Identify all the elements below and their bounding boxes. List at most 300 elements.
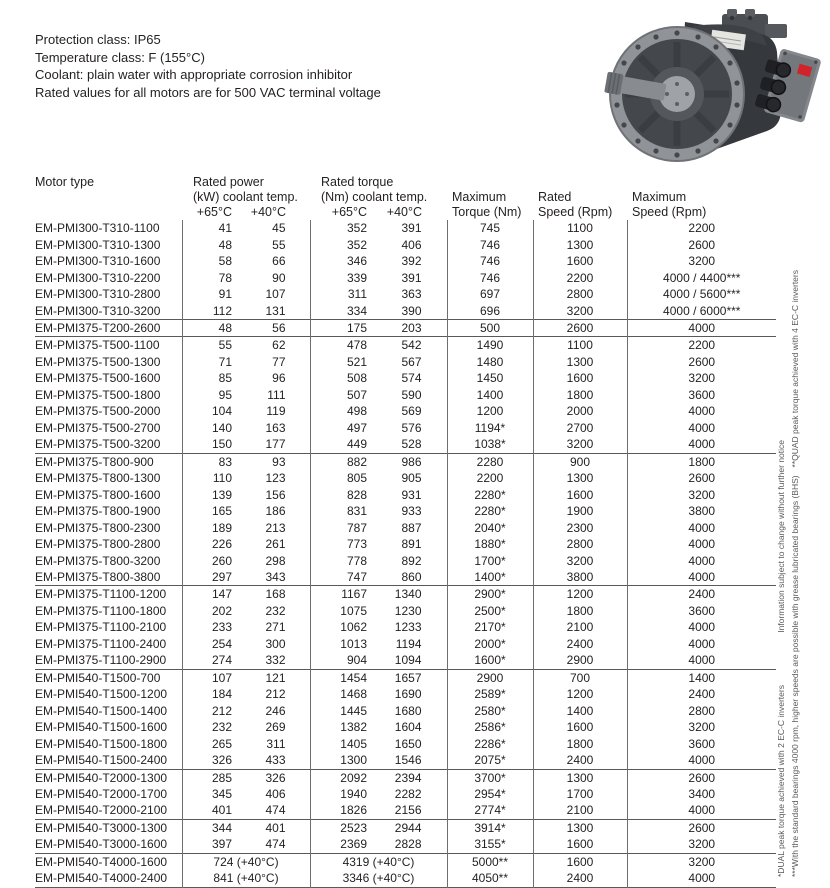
table-cell: 3400	[627, 786, 776, 803]
table-cell: 2900	[447, 669, 533, 686]
table-cell: 203	[378, 319, 447, 336]
footnote-dual: *DUAL peak torque achieved with 2 EC-C inverters	[776, 685, 786, 877]
footnote-change: Information subject to change without further notice	[776, 440, 786, 633]
table-cell: EM-PMI540-T1500-2400	[35, 753, 168, 768]
table-cell: 745	[447, 220, 533, 237]
table-cell: 478	[310, 337, 378, 354]
table-cell: 111	[267, 387, 286, 402]
table-cell: EM-PMI375-T800-2300	[35, 520, 161, 535]
table-cell: 542	[378, 337, 447, 354]
table-cell: 346	[310, 253, 378, 270]
table-cell: 2944	[378, 819, 447, 836]
table-cell: 4000	[627, 802, 776, 819]
table-cell: 48	[182, 319, 246, 336]
table-cell: 1880*	[447, 536, 533, 553]
table-cell: 401	[246, 819, 310, 836]
table-cell: 1490	[447, 337, 533, 354]
table-cell: 474	[265, 837, 286, 852]
side-note-outer	[789, 270, 801, 877]
table-cell: 1340	[378, 586, 447, 603]
table-cell: EM-PMI540-T3000-1300	[35, 819, 182, 836]
table-cell: 3200	[627, 836, 776, 853]
table-cell: 90	[272, 270, 286, 285]
table-cell: 274	[182, 652, 246, 669]
table-cell: 2400	[533, 870, 627, 887]
table-cell: 3200	[533, 303, 627, 320]
table-cell: EM-PMI375-T1100-2100	[35, 620, 167, 635]
table-cell: 521	[310, 354, 378, 371]
table-cell: 202	[182, 603, 246, 620]
table-row	[35, 853, 776, 870]
table-cell: 1900	[533, 503, 627, 520]
info-block	[35, 31, 381, 101]
table-cell: 508	[310, 370, 378, 387]
table-cell: 334	[310, 303, 378, 320]
table-cell: 2075*	[447, 752, 533, 769]
table-cell: 4000	[627, 619, 776, 636]
table-cell: 3800	[627, 503, 776, 520]
table-cell: 311	[266, 736, 286, 751]
table-cell: 1940	[310, 786, 378, 803]
table-cell: EM-PMI540-T1500-700	[35, 669, 182, 686]
col-header-torque-40: +40°C	[386, 205, 422, 219]
table-cell: 326	[182, 752, 246, 769]
table-cell: 1075	[310, 603, 378, 620]
table-cell: 392	[401, 254, 422, 269]
info-line-rated-values: Rated values for all motors are for 500 VAC terminal voltage	[35, 84, 381, 100]
table-cell: 747	[310, 569, 378, 586]
table-cell: EM-PMI375-T500-1600	[35, 371, 161, 386]
table-cell: 1468	[310, 686, 378, 703]
table-cell: EM-PMI375-T800-3200	[35, 553, 161, 568]
table-cell: 1194*	[447, 420, 533, 437]
table-cell: 773	[310, 536, 378, 553]
table-cell: 1038*	[447, 436, 533, 453]
table-cell: 147	[182, 586, 246, 603]
table-cell: 175	[310, 319, 378, 336]
table-cell: 1700*	[447, 553, 533, 570]
table-cell: EM-PMI375-T1100-2400	[35, 636, 167, 651]
table-cell: 1690	[394, 687, 422, 702]
col-header-rated-speed: Rated	[538, 190, 572, 204]
table-cell: 271	[265, 620, 286, 635]
table-cell: 298	[265, 553, 286, 568]
table-cell: 2040*	[447, 520, 533, 537]
table-row	[35, 520, 776, 537]
table-header	[35, 174, 776, 220]
table-cell: 696	[447, 303, 533, 320]
table-cell: 186	[265, 504, 286, 519]
table-cell: 1233	[394, 620, 422, 635]
table-cell: 2586*	[447, 719, 533, 736]
table-cell: 724 (+40°C)	[182, 853, 310, 870]
table-cell: 1454	[310, 669, 378, 686]
table-cell: 2589*	[447, 686, 533, 703]
table-cell: 2200	[627, 220, 776, 237]
col-header-max-speed: Maximum	[632, 190, 687, 204]
table-cell: 433	[265, 753, 286, 768]
table-cell: EM-PMI375-T500-1800	[35, 387, 161, 402]
table-row	[35, 436, 776, 453]
table-cell: 1300	[533, 470, 627, 487]
footnote-quad: **QUAD peak torque achieved with 4 EC-C inverters	[790, 270, 800, 468]
table-cell: 4000	[627, 520, 776, 537]
table-cell: 1300	[533, 819, 627, 836]
table-cell: 1200	[447, 403, 533, 420]
table-cell: 260	[182, 553, 246, 570]
table-cell: 311	[310, 286, 378, 303]
table-cell: 390	[401, 303, 422, 318]
table-cell: EM-PMI540-T3000-1600	[35, 837, 168, 852]
table-row	[35, 819, 776, 836]
table-cell: 62	[246, 337, 310, 354]
table-cell: 397	[182, 836, 246, 853]
col-header-torque-65: +65°C	[331, 205, 367, 219]
table-row	[35, 586, 776, 603]
table-row	[35, 553, 776, 570]
table-cell: 1600	[533, 719, 627, 736]
table-row	[35, 636, 776, 653]
table-cell: 2280*	[447, 503, 533, 520]
table-row	[35, 752, 776, 769]
table-cell: 45	[272, 221, 286, 236]
table-cell: 1300	[310, 752, 378, 769]
table-cell: 2400	[533, 752, 627, 769]
table-cell: 352	[310, 220, 378, 237]
table-cell: 2523	[310, 819, 378, 836]
table-cell: 3346 (+40°C)	[310, 870, 447, 887]
table-row	[35, 270, 776, 287]
table-cell: 507	[310, 387, 378, 404]
info-line-protection-class: Protection class: IP65	[35, 32, 161, 47]
table-cell: EM-PMI540-T1500-1800	[35, 736, 168, 751]
table-cell: 104	[182, 403, 246, 420]
table-cell: 184	[182, 686, 246, 703]
info-line-coolant: Coolant: plain water with appropriate corrosion inhibitor	[35, 67, 353, 82]
table-cell: 1604	[394, 720, 422, 735]
table-row	[35, 736, 776, 753]
table-cell: 332	[265, 653, 286, 668]
footnote-bearings: ***With the standard bearings 4000 rpm, higher speeds are possible with grease lubricated bearings (BHS)	[790, 475, 800, 877]
col-header-rated-power-sub: (kW) coolant temp.	[193, 190, 298, 204]
table-row	[35, 453, 776, 470]
table-cell: EM-PMI375-T800-2800	[35, 537, 161, 552]
table-cell: 77	[272, 354, 286, 369]
table-row	[35, 619, 776, 636]
table-cell: 2286*	[447, 736, 533, 753]
table-cell: 528	[401, 437, 422, 452]
table-cell: 391	[401, 221, 422, 236]
table-cell: 828	[310, 487, 378, 504]
table-cell: 297	[182, 569, 246, 586]
table-cell: 4000	[627, 403, 776, 420]
table-cell: 697	[447, 286, 533, 303]
table-cell: 4000	[627, 752, 776, 769]
table-row	[35, 686, 776, 703]
table-cell: 2394	[378, 769, 447, 786]
table-row	[35, 836, 776, 853]
table-cell: 1194	[395, 636, 422, 651]
table-cell: 746	[447, 270, 533, 287]
table-cell: 2800	[627, 703, 776, 720]
col-header-power-40: +40°C	[250, 205, 286, 219]
table-cell: 2369	[310, 836, 378, 853]
table-cell: 2580*	[447, 703, 533, 720]
table-cell: 177	[265, 437, 286, 452]
table-row	[35, 420, 776, 437]
spec-table-body	[35, 220, 776, 887]
table-cell: 1600	[533, 487, 627, 504]
table-cell: 96	[272, 371, 286, 386]
table-cell: 246	[265, 703, 286, 718]
table-cell: 567	[401, 354, 422, 369]
table-cell: EM-PMI375-T500-2000	[35, 404, 161, 419]
table-cell: 2600	[627, 769, 776, 786]
table-cell: 1405	[310, 736, 378, 753]
table-cell: 1400*	[447, 569, 533, 586]
table-cell: 168	[246, 586, 310, 603]
table-cell: 121	[246, 669, 310, 686]
table-cell: 1300	[533, 769, 627, 786]
table-row	[35, 569, 776, 586]
table-cell: 1680	[394, 703, 422, 718]
table-row	[35, 253, 776, 270]
table-cell: 3200	[533, 436, 627, 453]
table-row	[35, 337, 776, 354]
table-row	[35, 286, 776, 303]
table-cell: 1100	[533, 220, 627, 237]
table-cell: 892	[401, 553, 422, 568]
table-cell: 2282	[394, 787, 422, 802]
table-cell: 352	[310, 237, 378, 254]
table-cell: 746	[447, 253, 533, 270]
table-cell: 1400	[533, 703, 627, 720]
table-cell: 232	[265, 603, 286, 618]
table-cell: 4000 / 6000***	[627, 303, 776, 320]
table-cell: 4000 / 4400***	[627, 270, 776, 287]
table-cell: 1094	[394, 653, 422, 668]
table-cell: EM-PMI300-T310-2800	[35, 287, 161, 302]
table-cell: 3200	[627, 487, 776, 504]
table-cell: 1230	[394, 603, 422, 618]
table-cell: 887	[401, 520, 422, 535]
table-cell: 4000	[627, 870, 776, 887]
table-cell: 326	[246, 769, 310, 786]
table-cell: 5000**	[447, 853, 533, 870]
table-cell: 406	[401, 237, 422, 252]
table-cell: 285	[182, 769, 246, 786]
table-cell: 2954*	[447, 786, 533, 803]
table-cell: 2700	[533, 420, 627, 437]
table-cell: 2400	[627, 686, 776, 703]
table-cell: 931	[401, 487, 422, 502]
col-header-max-speed-unit: Speed (Rpm)	[632, 205, 707, 219]
table-cell: 85	[182, 370, 246, 387]
table-cell: 265	[182, 736, 246, 753]
table-cell: 58	[182, 253, 246, 270]
table-row	[35, 703, 776, 720]
table-cell: 4000	[627, 436, 776, 453]
table-cell: EM-PMI540-T4000-1600	[35, 853, 182, 870]
table-cell: 3914*	[447, 819, 533, 836]
table-cell: 805	[310, 470, 378, 487]
table-row	[35, 719, 776, 736]
table-row	[35, 769, 776, 786]
table-cell: 2200	[447, 470, 533, 487]
table-cell: 343	[265, 570, 286, 585]
table-cell: 4050**	[447, 870, 533, 887]
table-cell: 163	[265, 420, 286, 435]
table-row	[35, 603, 776, 620]
table-cell: 4319 (+40°C)	[310, 853, 447, 870]
table-cell: EM-PMI300-T310-2200	[35, 270, 161, 285]
table-cell: 119	[266, 404, 286, 419]
col-header-max-torque: Maximum	[452, 190, 507, 204]
table-cell: 1450	[447, 370, 533, 387]
table-cell: EM-PMI540-T1500-1600	[35, 720, 168, 735]
table-cell: 778	[310, 553, 378, 570]
motor-illustration	[593, 6, 823, 168]
table-cell: 2828	[394, 837, 422, 852]
table-cell: 1400	[627, 669, 776, 686]
table-cell: 3600	[627, 736, 776, 753]
table-cell: 300	[265, 636, 286, 651]
table-cell: 1600	[533, 370, 627, 387]
table-cell: 1480	[447, 354, 533, 371]
table-cell: 2092	[310, 769, 378, 786]
table-cell: 1546	[394, 753, 422, 768]
table-cell: 4000	[627, 569, 776, 586]
table-cell: 112	[182, 303, 246, 320]
table-cell: 55	[182, 337, 246, 354]
table-cell: EM-PMI375-T500-3200	[35, 437, 161, 452]
table-cell: EM-PMI375-T1100-1200	[35, 586, 182, 603]
table-row	[35, 503, 776, 520]
table-row	[35, 487, 776, 504]
table-cell: EM-PMI540-T4000-2400	[35, 871, 168, 886]
table-cell: EM-PMI540-T2000-2100	[35, 803, 168, 818]
table-cell: 107	[265, 287, 286, 302]
motor-spec-table	[35, 174, 776, 888]
table-cell: 3600	[627, 603, 776, 620]
table-cell: 569	[401, 404, 422, 419]
table-cell: 1826	[310, 802, 378, 819]
table-row	[35, 669, 776, 686]
table-cell: EM-PMI375-T800-1300	[35, 471, 161, 486]
table-cell: EM-PMI375-T800-1900	[35, 504, 161, 519]
table-cell: 831	[310, 503, 378, 520]
table-cell: 3200	[533, 553, 627, 570]
table-row	[35, 220, 776, 237]
table-cell: 1800	[533, 603, 627, 620]
table-cell: EM-PMI375-T500-2700	[35, 420, 161, 435]
table-cell: 2600	[533, 319, 627, 336]
table-cell: 254	[182, 636, 246, 653]
table-cell: EM-PMI375-T1100-2900	[35, 653, 167, 668]
table-cell: 3200	[627, 853, 776, 870]
table-row	[35, 870, 776, 887]
table-cell: 449	[310, 436, 378, 453]
table-cell: 139	[182, 487, 246, 504]
table-cell: 4000	[627, 652, 776, 669]
table-cell: 1200	[533, 686, 627, 703]
table-cell: 261	[265, 537, 286, 552]
table-cell: 1800	[533, 736, 627, 753]
table-cell: 2600	[627, 819, 776, 836]
table-cell: 140	[182, 420, 246, 437]
table-cell: 150	[182, 436, 246, 453]
table-row	[35, 652, 776, 669]
table-cell: 1013	[310, 636, 378, 653]
col-header-rated-torque: Rated torque	[321, 175, 394, 189]
table-cell: 1300	[533, 354, 627, 371]
motor-photo	[593, 6, 823, 168]
table-cell: 986	[378, 453, 447, 470]
table-cell: EM-PMI540-T1500-1400	[35, 703, 168, 718]
table-cell: 1800	[627, 453, 776, 470]
table-cell: 746	[447, 237, 533, 254]
table-cell: 1100	[533, 337, 627, 354]
table-cell: 212	[182, 703, 246, 720]
col-header-power-65: +65°C	[196, 205, 232, 219]
table-cell: EM-PMI375-T1100-1800	[35, 603, 167, 618]
table-cell: 4000	[627, 319, 776, 336]
table-cell: 213	[265, 520, 286, 535]
table-cell: 933	[401, 504, 422, 519]
table-cell: 345	[182, 786, 246, 803]
table-cell: 2100	[533, 619, 627, 636]
table-cell: 3800	[533, 569, 627, 586]
table-cell: 3200	[627, 253, 776, 270]
table-cell: 1062	[310, 619, 378, 636]
table-cell: 590	[401, 387, 422, 402]
table-row	[35, 237, 776, 254]
table-cell: 4000	[627, 636, 776, 653]
table-cell: EM-PMI375-T800-3800	[35, 570, 161, 585]
table-cell: 2600	[627, 470, 776, 487]
table-cell: EM-PMI300-T310-1300	[35, 237, 161, 252]
table-cell: 110	[182, 470, 246, 487]
table-cell: 3200	[627, 370, 776, 387]
table-cell: 2774*	[447, 802, 533, 819]
table-cell: 2800	[533, 286, 627, 303]
table-cell: 226	[182, 536, 246, 553]
table-cell: 1600	[533, 836, 627, 853]
table-cell: 1800	[533, 387, 627, 404]
table-row	[35, 370, 776, 387]
table-cell: 905	[401, 471, 422, 486]
table-cell: 66	[272, 254, 286, 269]
table-cell: EM-PMI300-T310-1600	[35, 254, 161, 269]
table-cell: 1167	[310, 586, 378, 603]
table-row	[35, 786, 776, 803]
table-cell: 841 (+40°C)	[182, 870, 310, 887]
table-cell: 1300	[533, 237, 627, 254]
table-cell: 339	[310, 270, 378, 287]
table-cell: 41	[182, 220, 246, 237]
table-cell: 576	[401, 420, 422, 435]
col-header-rated-speed-unit: Speed (Rpm)	[538, 205, 613, 219]
table-cell: EM-PMI375-T800-1600	[35, 487, 161, 502]
table-cell: 1400	[447, 387, 533, 404]
table-cell: 1600*	[447, 652, 533, 669]
table-cell: 2400	[627, 586, 776, 603]
table-cell: 497	[310, 420, 378, 437]
table-cell: 2170*	[447, 619, 533, 636]
table-cell: 156	[265, 487, 286, 502]
table-cell: 4000	[627, 536, 776, 553]
table-cell: 1200	[533, 586, 627, 603]
